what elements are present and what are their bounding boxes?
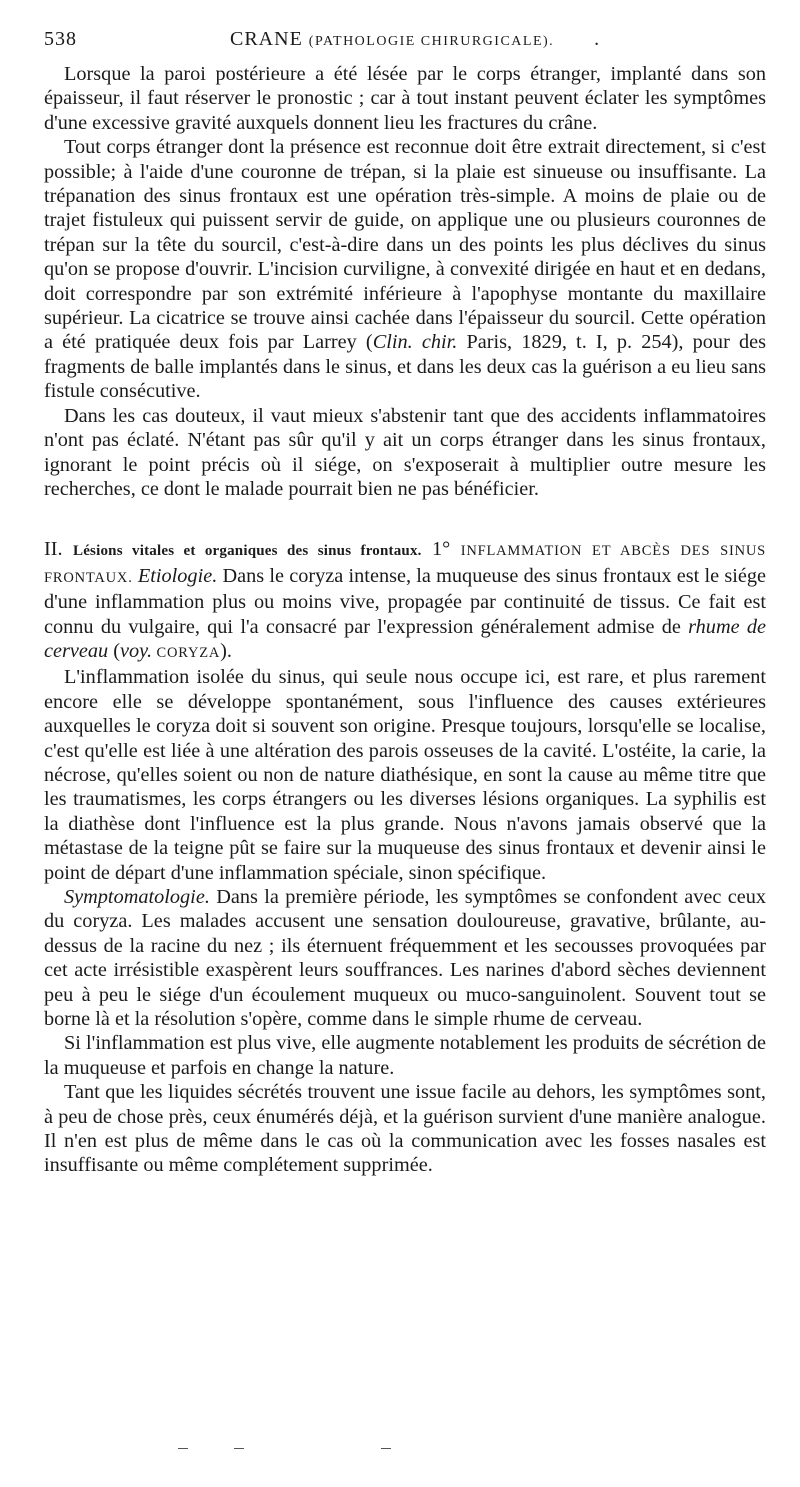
running-header: [44, 28, 766, 56]
paragraph-7: Si l'inflammation est plus vive, elle augmente notablement les produits de sécrétion de la muqueuse et parfois en change la nature.: [44, 1032, 766, 1079]
paragraph-2-text-b: Paris, 1829, t. I, p. 254), pour des fragments de balle implantés dans le sinus, et dans les deux cas la guérison a eu lieu sans fistule consécutive.: [44, 331, 767, 403]
body-text: [44, 62, 766, 1178]
running-title-sub: (PATHOLOGIE CHIRURGICALE).: [308, 34, 555, 49]
paragraph-5: L'inflammation isolée du sinus, qui seule nous occupe ici, est rare, et plus rarement encore elle se développe spontanément, sous l'influence des causes extérieures auxquelles le coryza doit si souvent son origine. Presque toujours, lorsqu'elle se localise, c'est qu'elle est liée à une altération des parois osseuses de la cavité. L'ostéite, la carie, la nécrose, qu'elles soient ou non de nature diathésique, en sont la cause au même titre que les traumatismes, les corps étrangers ou les diverses lésions organiques. La syphilis est la diathèse dont l'influence est la plus grande. Nous n'avons jamais observé que la métastase de la teigne pût se faire sur la muqueuse des sinus frontaux et devenir ainsi le point de départ d'une inflammation spéciale, sinon spécifique.: [44, 666, 766, 884]
print-mark: [234, 1448, 244, 1449]
paragraph-6-text: Dans la première période, les symptômes se confondent avec ceux du coryza. Les malades accusent une sensation douloureuse, gravative, brûlante, au-dessus de la racine du nez ; ils éternuent fréquemment et les secousses provoquées par cet acte irrésistible exaspèrent leurs souffrances. Les narines d'abord sèches deviennent peu à peu le siége d'un écoulement muqueux ou muco-sanguinolent. Souvent tout se borne là et la résolution s'opère, comme dans le simple rhume de cerveau.: [44, 886, 766, 1031]
section-text-a: Dans le coryza intense, la muqueuse des sinus frontaux est le siége d'une inflammation plus ou moins vive, propagée par continuité de tissus. Ce fait est connu du vulgaire, qui l'a consacré par l'expression généralement admise de: [44, 564, 766, 638]
subsection-number: 1°: [432, 538, 451, 561]
print-mark: [381, 1448, 391, 1449]
citation: Clin. chir.: [372, 331, 458, 354]
rhume-term: rhume de cerveau: [44, 615, 767, 662]
section-text-c: ).: [220, 639, 232, 662]
paragraph-2: [44, 135, 766, 403]
coryza-ref: CORYZA: [152, 644, 221, 661]
print-mark: [178, 1448, 188, 1449]
page-number: 538: [44, 28, 77, 50]
running-title: [230, 28, 600, 51]
section-number: II.: [44, 538, 63, 561]
paragraph-2-text-a: Tout corps étranger dont la présence est reconnue doit être extrait directement, si c'est possible; à l'aide d'une couronne de trépan, si la plaie est sinueuse ou insuffisante. La trépanation des sinus frontaux est une opération très-simple. A moins de plaie ou de trajet fistuleux qui puissent servir de guide, on applique une ou plusieurs couronnes de trépan sur la tête du sourcil, c'est-à-dire dans un des points les plus déclives du sinus qu'on se propose d'ouvrir. L'incision curviligne, à convexité dirigée en haut et en dedans, doit correspondre par son extrémité inférieure à l'apophyse montante du maxillaire supérieur. La cicatrice se trouve ainsi cachée dans l'épaisseur du sourcil. Cette opération a été pratiquée deux fois par Larrey (: [44, 136, 766, 354]
section-text-b: (: [108, 639, 121, 662]
paragraph-8: Tant que les liquides sécrétés trouvent une issue facile au dehors, les symptômes sont, à peu de chose près, ceux énumérés déjà, et la guérison survient d'une manière analogue. Il n'en est plus de même dans le cas où la communication avec les fosses nasales est insuffisante ou même complétement supprimée.: [44, 1081, 766, 1177]
paragraph-1: Lorsque la paroi postérieure a été lésée par le corps étranger, implanté dans son épaisseur, il faut réserver le pronostic ; car à tout instant peuvent éclater les symptômes d'une excessive gravité auxquels donnent lieu les fractures du crâne.: [44, 63, 766, 134]
running-title-main: CRANE: [230, 28, 303, 50]
etiologie-label: Etiologie.: [137, 564, 218, 587]
subsection-title: INFLAMMATION ET ABCÈS DES SINUS FRONTAUX.: [44, 543, 766, 586]
paragraph-6: [44, 885, 766, 1031]
voy-abbrev: voy.: [120, 639, 153, 662]
section-heading-paragraph: [44, 537, 766, 665]
paragraph-3: Dans les cas douteux, il vaut mieux s'abstenir tant que des accidents inflammatoires n'ont pas éclaté. N'étant pas sûr qu'il y ait un corps étranger dans les sinus frontaux, ignorant le point précis où il siége, on s'exposerait à multiplier outre mesure les recherches, ce dont le malade pourrait bien ne pas bénéficier.: [44, 404, 766, 500]
header-dot: .: [594, 28, 601, 50]
symptomatologie-label: Symptomatologie.: [64, 886, 210, 908]
footer-marks: [0, 1448, 800, 1458]
section-title: Lésions vitales et organiques des sinus frontaux.: [72, 543, 422, 560]
